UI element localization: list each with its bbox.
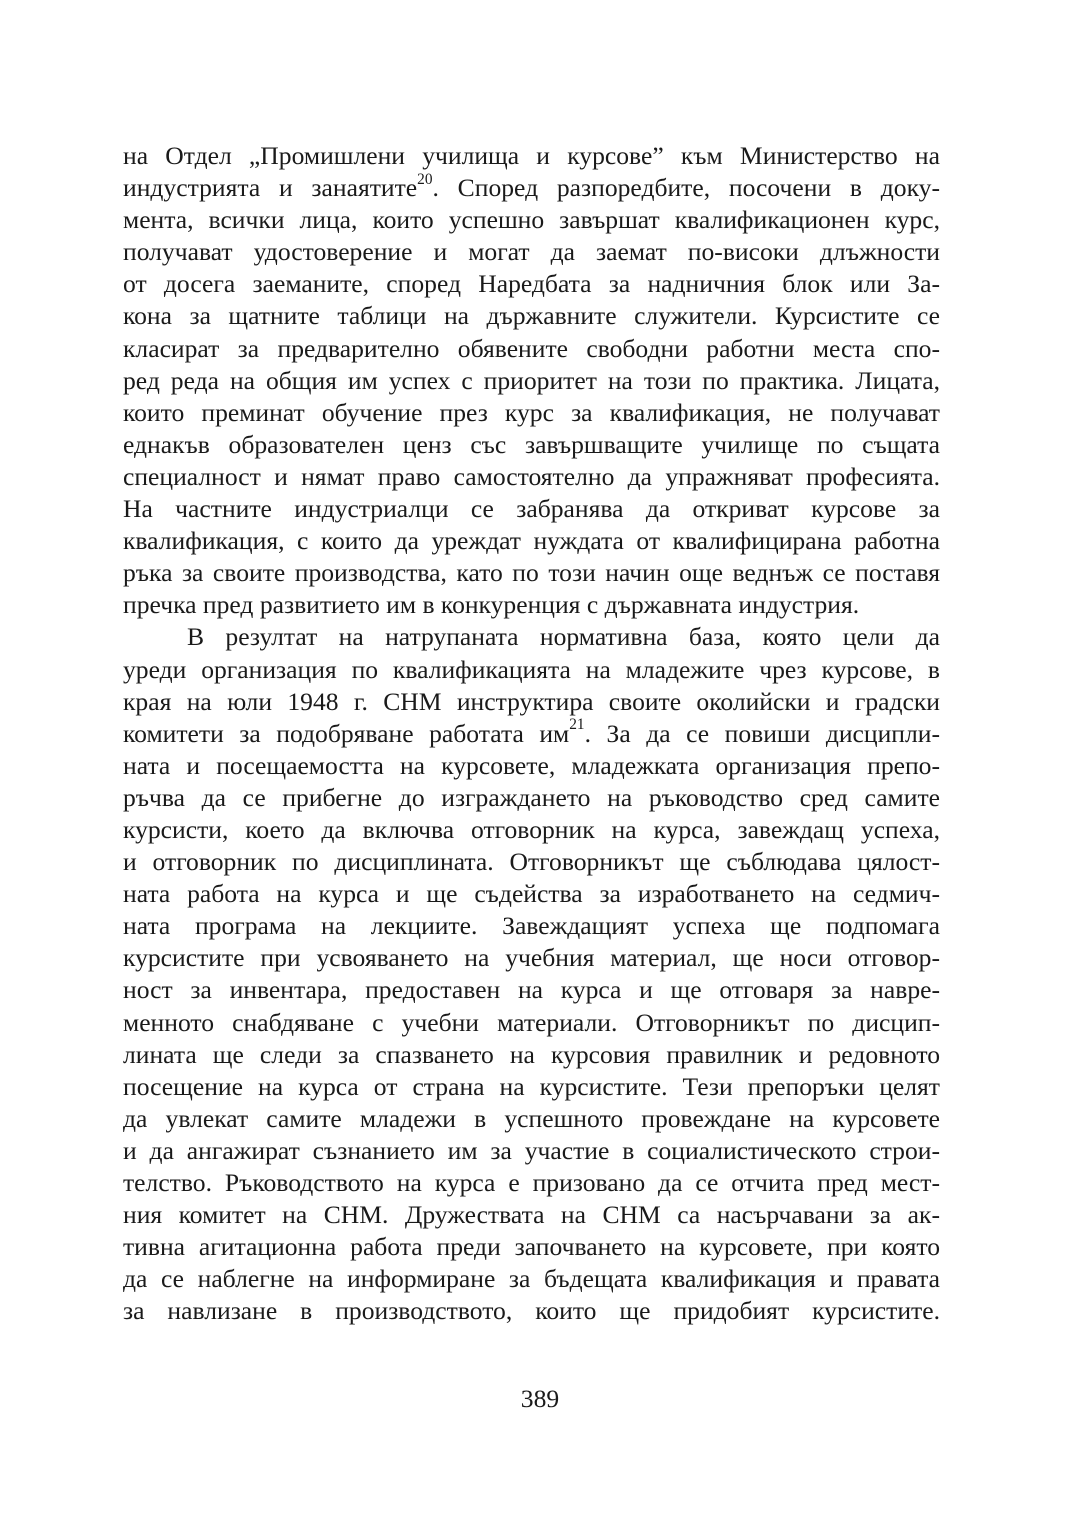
text-line: на Отдел „Промишлени училища и курсове” към Министерство на [123, 141, 940, 170]
text-line: ред реда на общия им успех с приоритет на този по практика. Лицата, [123, 365, 940, 395]
text-line: края на юли 1948 г. СНМ инструктира своите околийски и градски [123, 686, 940, 716]
text-segment: . За да се повиши дисципли- [584, 718, 940, 748]
text-segment: комитети за подобряване работата им [123, 718, 570, 748]
text-line [123, 718, 940, 750]
text-line: получават удостоверение и могат да заемат по-високи длъжности [123, 237, 940, 267]
text-line: еднакъв образователен ценз със завършващите училище по същата [123, 429, 940, 459]
body-text [123, 140, 940, 1360]
text-line [123, 172, 940, 204]
text-line: мента, всички лица, които успешно завършат квалификационен курс, [123, 205, 940, 235]
text-line: На частните индустриалци се забранява да откриват курсове за [123, 494, 940, 524]
text-line [123, 1327, 940, 1359]
text-line: ната програма на лекциите. Завеждащият успеха ще подпомага [123, 911, 940, 941]
footnote-ref-20[interactable]: 20 [417, 170, 433, 188]
text-line: ния комитет на СНМ. Дружествата на СНМ са насърчавани за ак- [123, 1200, 940, 1230]
text-line: ност за инвентара, предоставен на курса и ще отговаря за навре- [123, 975, 940, 1005]
text-line: ната и посещаемостта на курсовете, младежката организация препо- [123, 750, 940, 780]
text-line: ръчва да се прибегне до изграждането на ръководство сред самите [123, 782, 940, 812]
text-line: кона за щатните таблици на държавните служители. Курсистите се [123, 301, 940, 331]
text-line: менното снабдяване с учебни материали. Отговорникът по дисцип- [123, 1007, 940, 1037]
text-line: и да ангажират съзнанието им за участие в социалистическото строи- [123, 1135, 940, 1165]
text-line: курсисти, което да включва отговорник на курса, завеждащ успеха, [123, 814, 940, 844]
text-line: които преминат обучение през курс за квалификация, не получават [123, 397, 940, 427]
page-number: 389 [520, 1384, 560, 1413]
footnote-ref-21[interactable]: 21 [569, 716, 585, 734]
text-line: пречка пред развитието им в конкуренция с държавната индустрия. [123, 590, 860, 620]
text-line: посещение на курса от страна на курсистите. Тези препоръки целят [123, 1071, 940, 1101]
text-line: да се наблегне на информиране за бъдещата квалификация и правата [123, 1264, 940, 1294]
text-line: В резултат на натрупаната нормативна база, която цели да [187, 622, 940, 652]
text-line: класират за предварително обявените свободни работни места спо- [123, 333, 940, 363]
text-line: курсистите при усвояването на учебния материал, ще носи отговор- [123, 943, 940, 973]
paragraph-1 [123, 140, 940, 621]
text-line: специалност и нямат право самостоятелно да упражняват професията. [123, 461, 940, 491]
text-line: квалификация, с които да уреждат нуждата от квалифицирана работна [123, 526, 940, 556]
text-line: да увлекат самите младежи в успешното провеждане на курсовете [123, 1103, 940, 1133]
paragraph-2 [123, 621, 940, 1359]
text-line: и отговорник по дисциплината. Отговорникът ще съблюдава цялост- [123, 847, 940, 877]
text-line: за навлизане в производството, които ще придобият курсистите. [123, 1296, 940, 1326]
text-line: лината ще следи за спазването на курсовия правилник и редовното [123, 1039, 940, 1069]
text-segment: индустрията и занаятите [123, 173, 418, 203]
text-line: тивна агитационна работа преди започването на курсовете, при която [123, 1232, 940, 1262]
text-line: уреди организация по квалификацията на младежите чрез курсове, в [123, 654, 940, 684]
text-line: телство. Ръководството на курса е призовано да се отчита пред мест- [123, 1168, 940, 1197]
text-segment: . Според разпоредбите, посочени в доку- [432, 173, 940, 203]
text-line: ната работа на курса и ще съдейства за изработването на седмич- [123, 879, 940, 909]
text-line: ръка за своите производства, като по този начин още веднъж се поставя [123, 558, 940, 588]
text-line: от досега заеманите, според Наредбата за надничния блок или За- [123, 269, 940, 299]
